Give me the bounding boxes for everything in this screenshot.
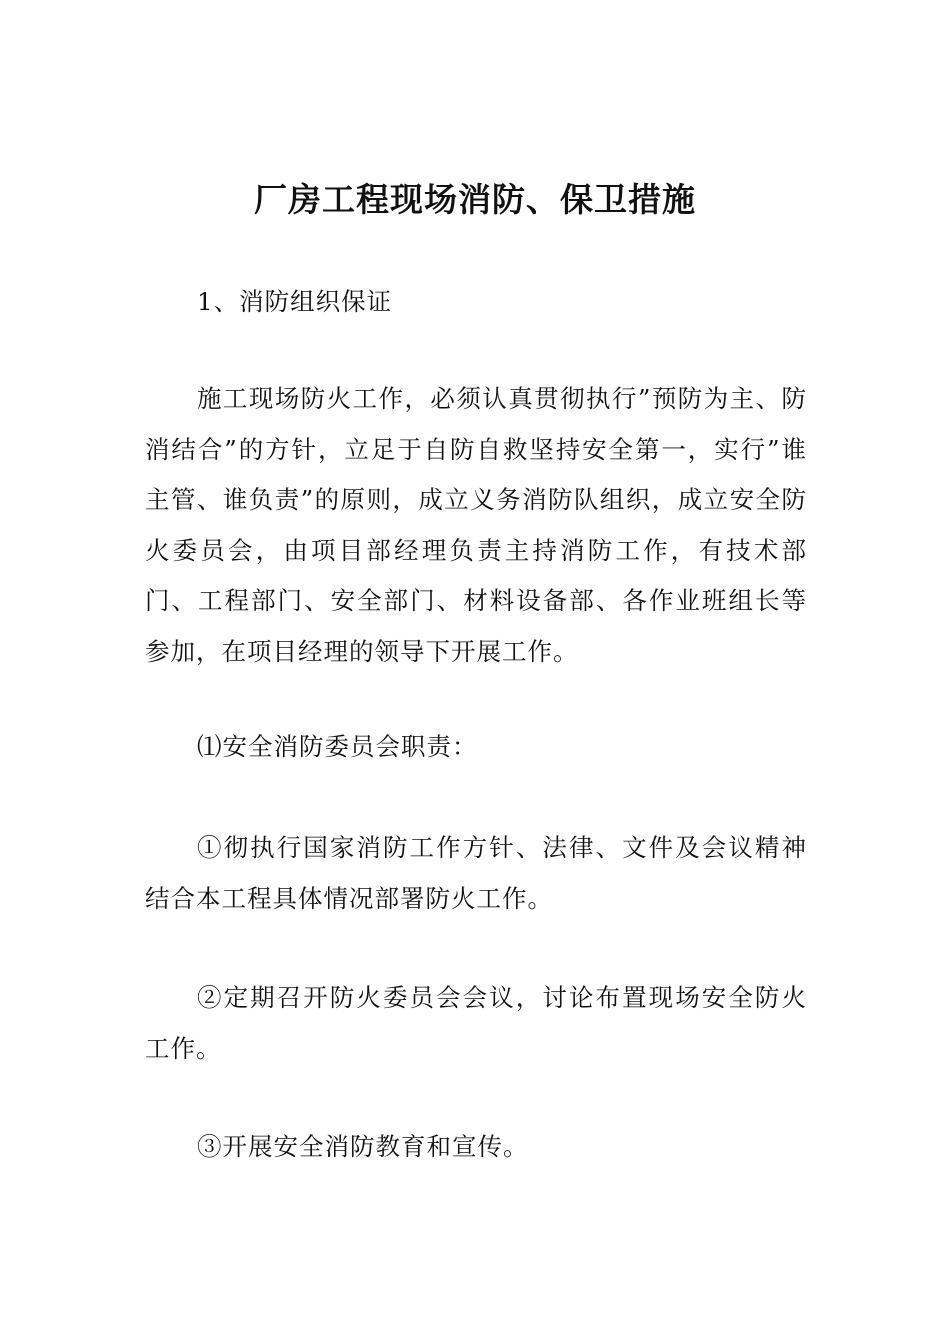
list-item: ②定期召开防火委员会会议，讨论布置现场安全防火工作。 bbox=[145, 983, 807, 1063]
list-item: ①彻执行国家消防工作方针、法律、文件及会议精神结合本工程具体情况部署防火工作。 bbox=[145, 833, 807, 913]
document-title: 厂房工程现场消防、保卫措施 bbox=[254, 180, 696, 219]
body-paragraph: 施工现场防火工作，必须认真贯彻执行”预防为主、防消结合”的方针，立足于自防自救坚持安全第一，实行”谁主管、谁负责”的原则，成立义务消防队组织，成立安全防火委员会，由项目部经理负责主持消防工作，有技术部门、工程部门、安全部门、材料设备部、各作业班组长等参加，在项目经理的领导下开展工作。 bbox=[145, 384, 807, 666]
section-heading: 1、消防组织保证 bbox=[197, 287, 393, 316]
list-item: ③开展安全消防教育和宣传。 bbox=[197, 1132, 529, 1161]
subsection-heading: ⑴安全消防委员会职责： bbox=[197, 732, 478, 761]
